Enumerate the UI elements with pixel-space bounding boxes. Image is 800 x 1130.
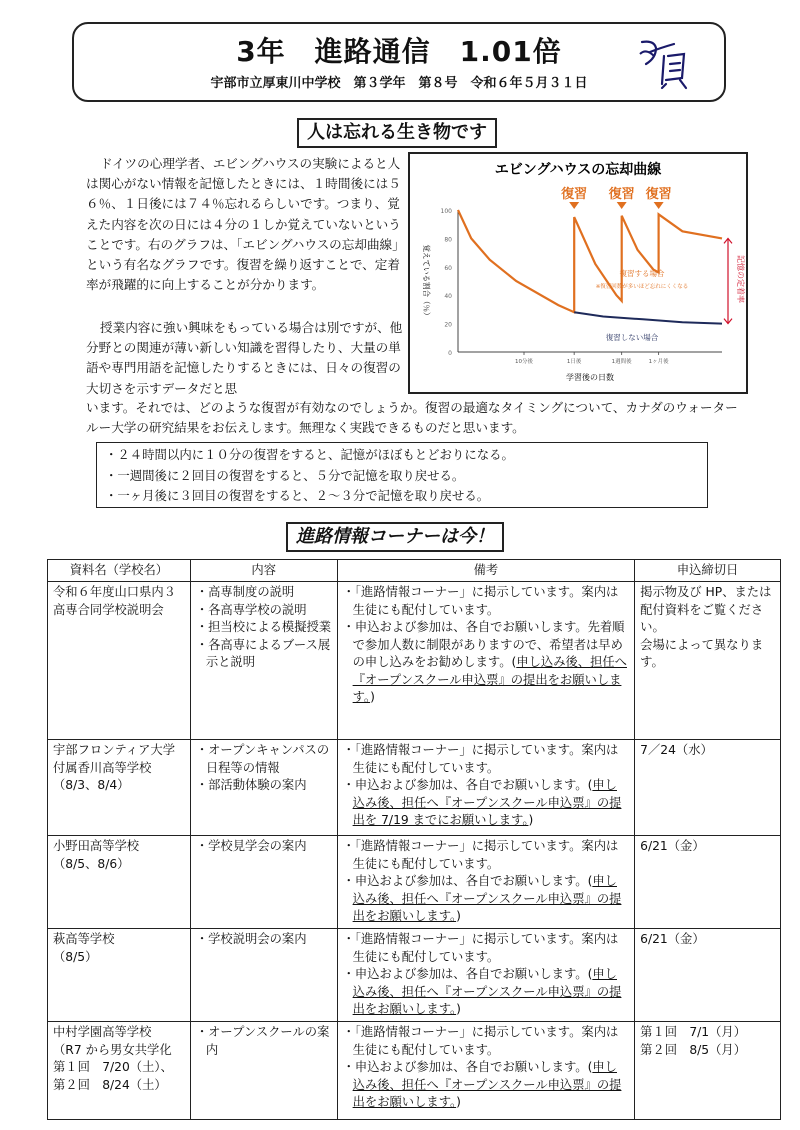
school-name-line: 宇部フロンティア大学付属香川高等学校 — [53, 743, 175, 775]
content-item: ・部活動体験の案内 — [195, 778, 307, 792]
notes-cell — [337, 929, 635, 1022]
note-item: ・「進路情報コーナー」に掲示しています。案内は生徒にも配付しています。 — [342, 932, 619, 964]
deadline-line: 7／24（水） — [640, 743, 713, 757]
tip-item: ・一週間後に２回目の復習をすると、５分で記憶を取り戻せる。 — [105, 467, 465, 483]
chart-y-tick-label: 0 — [448, 350, 452, 357]
deadline-line: 掲示物及び HP、または配付資料をご覧ください。 — [640, 585, 772, 634]
header-notes: 備考 — [337, 560, 635, 582]
school-name-cell — [48, 740, 191, 836]
review-arrow-icon — [569, 202, 579, 209]
school-name-line: （8/3、8/4） — [53, 778, 130, 792]
table-body — [48, 582, 781, 1120]
deadline-line: 会場によって異なります。 — [640, 637, 764, 669]
chart-x-label: 学習後の日数 — [566, 373, 614, 382]
career-info-table — [47, 559, 781, 1120]
note-underlined: 申し込み後、担任へ『オープンスクール申込票』の提出をお願いします。 — [352, 655, 627, 704]
school-name-cell — [48, 836, 191, 929]
deadline-line: 6/21（金） — [640, 839, 705, 853]
school-name-cell — [48, 929, 191, 1022]
content-item: ・学校説明会の案内 — [195, 932, 307, 946]
tip-item: ・２４時間以内に１０分の復習をすると、記憶がほぼもとどおりになる。 — [105, 447, 514, 462]
school-name-line: 萩高等学校 — [53, 932, 115, 946]
chart-x-tick-label: 1ヶ月後 — [648, 359, 669, 365]
chart-x-tick-label: 10分後 — [515, 359, 533, 365]
newsletter-subtitle: 宇部市立厚東川中学校 第３学年 第８号 令和６年５月３１日 — [210, 76, 588, 91]
note-item: ・申込および参加は、各自でお願いします。(申し込み後、担任へ『オープンスクール申込票』の提出を 7/19 までにお願いします。) — [342, 778, 622, 827]
table-header-row — [48, 560, 781, 582]
review-label: 復習 — [608, 187, 635, 202]
content-cell — [190, 836, 337, 929]
series-note-review: ※復習回数が多いほど忘れにくくなる — [595, 284, 689, 290]
note-underlined: 申し込み後、担任へ『オープンスクール申込票』の提出をお願いします。 — [352, 967, 622, 1016]
deadline-cell — [635, 929, 781, 1022]
school-name-line: 令和６年度山口県内３高専合同学校説明会 — [53, 585, 176, 617]
tip-item: ・一ヶ月後に３回目の復習をすると、２～３分で記憶を取り戻せる。 — [105, 488, 490, 503]
header-school-name: 資料名（学校名） — [48, 560, 191, 582]
series-label-no-review: 復習しない場合 — [605, 333, 659, 342]
teacher-signature-icon — [634, 34, 694, 90]
review-arrow-icon — [617, 202, 627, 209]
school-name-cell — [48, 1022, 191, 1120]
content-cell — [190, 1022, 337, 1120]
school-name-line: （8/5、8/6） — [53, 856, 130, 871]
note-item: ・「進路情報コーナー」に掲示しています。案内は生徒にも配付しています。 — [342, 839, 619, 871]
review-label: 復習 — [645, 187, 672, 202]
series-line-review — [458, 210, 722, 312]
intro-paragraph — [86, 154, 406, 295]
content-item: ・各高専学校の説明 — [195, 602, 307, 617]
content-cell — [190, 582, 337, 740]
content-item: ・各高専によるブース展示と説明 — [195, 637, 331, 669]
deadline-cell — [635, 1022, 781, 1120]
school-name-line: 第１回 7/20（土）、 — [53, 1060, 173, 1074]
chart-title: エビングハウスの忘却曲線 — [494, 162, 662, 178]
chart-x-tick-label: 1週間後 — [611, 359, 632, 365]
school-name-line: （8/5） — [53, 949, 98, 964]
deadline-line: 第２回 8/5（月） — [640, 1042, 747, 1057]
school-name-line: 中村学園高等学校 — [53, 1025, 152, 1039]
series-line-no-review — [574, 312, 722, 323]
review-tips-box — [96, 442, 708, 508]
header-box — [72, 22, 726, 102]
chart-svg — [410, 154, 746, 392]
deadline-cell — [635, 582, 781, 740]
note-item: ・申込および参加は、各自でお願いします。先着順で参加人数に制限がありますので、希望者は早めの申し込みをお勧めします。(申し込み後、担任へ『オープンスクール申込票』の提出をお願いします。) — [342, 620, 627, 704]
content-cell — [190, 929, 337, 1022]
chart-y-tick-label: 40 — [444, 293, 452, 301]
review-label: 復習 — [561, 187, 588, 202]
series-label-review: 復習する場合 — [619, 269, 665, 278]
note-item: ・「進路情報コーナー」に掲示しています。案内は生徒にも配付しています。 — [342, 743, 619, 775]
table-row — [48, 1022, 781, 1120]
content-item: ・オープンスクールの案内 — [195, 1025, 330, 1057]
notes-cell — [337, 582, 635, 740]
table-row — [48, 836, 781, 929]
chart-y-tick-label: 80 — [444, 236, 452, 244]
school-name-line: （R7 から男女共学化 — [53, 1042, 172, 1057]
content-cell — [190, 740, 337, 836]
deadline-cell — [635, 836, 781, 929]
chart-y-label: 覚えている割合（％） — [422, 244, 431, 320]
retention-label: 記憶の定着率 — [736, 255, 745, 303]
chart-y-tick-label: 20 — [444, 321, 452, 329]
second-paragraph — [86, 318, 406, 399]
note-item: ・申込および参加は、各自でお願いします。(申し込み後、担任へ『オープンスクール申込票』の提出をお願いします。) — [342, 1060, 622, 1109]
third-paragraph: います。それでは、どのような復習が有効なのでしょうか。復習の最適なタイミングについて、カナダのウォータールー大学の研究結果をお伝えします。無理なく実践できるものだと思います。 — [86, 400, 738, 436]
review-arrow-icon — [654, 202, 664, 209]
content-item: ・オープンキャンパスの日程等の情報 — [195, 743, 330, 775]
note-underlined: 申し込み後、担任へ『オープンスクール申込票』の提出をお願いします。 — [352, 1060, 622, 1109]
note-item: ・「進路情報コーナー」に掲示しています。案内は生徒にも配付しています。 — [342, 585, 619, 617]
note-underlined: 申し込み後、担任へ『オープンスクール申込票』の提出をお願いします。 — [352, 874, 622, 923]
content-item: ・担当校による模擬授業 — [195, 620, 332, 634]
second-text: 授業内容に強い興味をもっている場合は別ですが、他分野との関連が薄い新しい知識を習得したり、大量の単語や専門用語を記憶したりするときには、日々の復習の大切さを示すデータだと思 — [86, 320, 403, 396]
deadline-cell — [635, 740, 781, 836]
chart-y-tick-label: 60 — [444, 264, 452, 272]
newsletter-title: 3年 進路通信 1.01倍 — [236, 35, 562, 68]
header-content: 内容 — [190, 560, 337, 582]
school-name-cell — [48, 582, 191, 740]
notes-cell — [337, 1022, 635, 1120]
table-row — [48, 582, 781, 740]
school-name-line: 小野田高等学校 — [53, 839, 140, 853]
note-underlined: 申し込み後、担任へ『オープンスクール申込票』の提出を 7/19 までにお願いします。 — [352, 778, 622, 827]
deadline-line: 第１回 7/1（月） — [640, 1025, 747, 1039]
header-deadline: 申込締切日 — [635, 560, 781, 582]
notes-cell — [337, 836, 635, 929]
school-name-line: 第２回 8/24（土） — [53, 1077, 167, 1092]
intro-text: ドイツの心理学者、エビングハウスの実験によると人は関心がない情報を記憶したときには、１時間後には５６％、１日後には７４％忘れるらしいです。つまり、覚えた内容を次の日には４分の１しか覚えていないということです。右のグラフは、「エビングハウスの忘却曲線」という有名なグラフです。復習を繰り返すことで、定着率が飛躍的に向上することが分かります。 — [86, 156, 405, 293]
note-item: ・申込および参加は、各自でお願いします。(申し込み後、担任へ『オープンスクール申込票』の提出をお願いします。) — [342, 874, 622, 923]
note-item: ・申込および参加は、各自でお願いします。(申し込み後、担任へ『オープンスクール申込票』の提出をお願いします。) — [342, 967, 622, 1016]
chart-y-tick-label: 100 — [440, 208, 452, 215]
content-item: ・高専制度の説明 — [195, 585, 295, 599]
chart-x-tick-label: 1日後 — [566, 359, 582, 365]
deadline-line: 6/21（金） — [640, 932, 705, 946]
notes-cell — [337, 740, 635, 836]
section-title-career-corner: 進路情報コーナーは今！ — [286, 522, 504, 552]
table-row — [48, 740, 781, 836]
forgetting-curve-chart — [408, 152, 748, 394]
note-item: ・「進路情報コーナー」に掲示しています。案内は生徒にも配付しています。 — [342, 1025, 619, 1057]
content-item: ・学校見学会の案内 — [195, 839, 307, 853]
table-row — [48, 929, 781, 1022]
section-title-forgetting: 人は忘れる生き物です — [297, 118, 497, 148]
